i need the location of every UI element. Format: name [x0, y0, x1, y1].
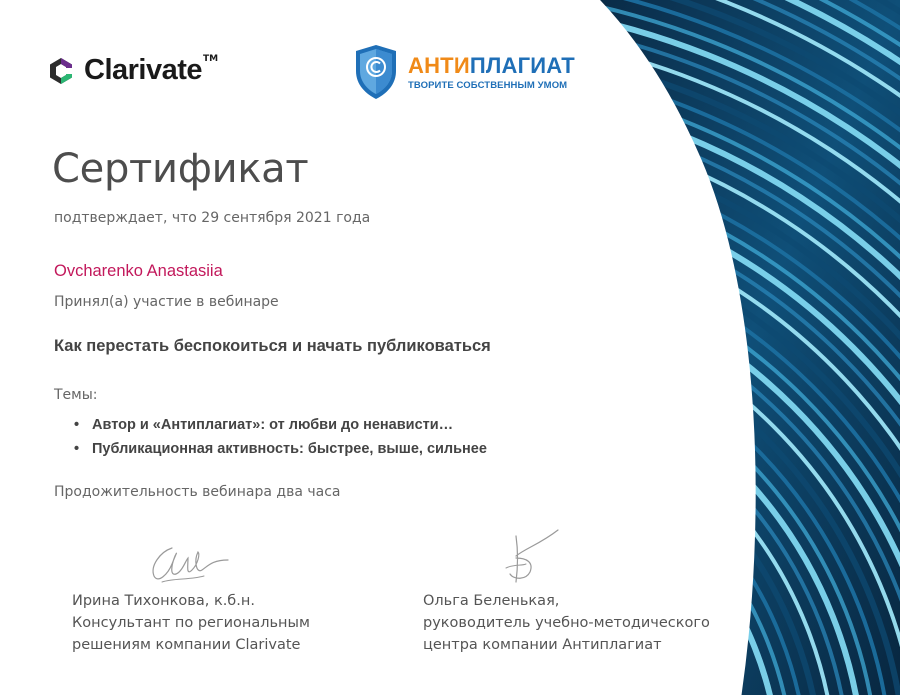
clarivate-trademark: TM: [203, 53, 219, 64]
signature-image: [496, 528, 568, 590]
signer-position: центра компании Антиплагиат: [423, 637, 662, 653]
signer-name: Ирина Тихонкова, к.б.н.: [72, 593, 255, 609]
clarivate-logo: [46, 54, 218, 87]
confirm-text: подтверждает, что 29 сентября 2021 года: [54, 210, 371, 226]
duration-text: Продожительность вебинара два часа: [54, 484, 341, 500]
signer-name: Ольга Беленькая,: [423, 593, 560, 609]
signer-block-antiplagiat: [423, 590, 710, 656]
signer-position: Консультант по региональным: [72, 615, 310, 631]
antiplagiat-title: [408, 54, 575, 78]
clarivate-mark-icon: [46, 56, 76, 86]
topic-item: • Публикационная активность: быстрее, выше, сильнее: [74, 438, 487, 460]
topics-label: Темы:: [54, 387, 98, 403]
antiplagiat-wordmark: [408, 54, 575, 91]
certificate-title: Сертификат: [52, 146, 309, 192]
topics-list: [74, 414, 487, 462]
topic-item: • Автор и «Антиплагиат»: от любви до ненависти…: [74, 414, 487, 436]
participation-text: Принял(а) участие в вебинаре: [54, 294, 279, 310]
shield-icon: [352, 43, 400, 101]
signer-position: руководитель учебно-методического: [423, 615, 710, 631]
signature-image: [142, 540, 232, 588]
webinar-title: Как перестать беспокоиться и начать публиковаться: [54, 337, 491, 355]
recipient-name: Ovcharenko Anastasiia: [54, 262, 223, 280]
signer-position: решениям компании Clarivate: [72, 637, 301, 653]
antiplagiat-title-part1: АНТИ: [408, 52, 470, 78]
antiplagiat-title-part2: ПЛАГИАТ: [469, 52, 575, 78]
antiplagiat-logo: [352, 43, 575, 101]
antiplagiat-slogan: ТВОРИТЕ СОБСТВЕННЫМ УМОМ: [408, 79, 568, 91]
signer-block-clarivate: [72, 590, 310, 656]
clarivate-logo-text: Clarivate: [84, 54, 203, 86]
